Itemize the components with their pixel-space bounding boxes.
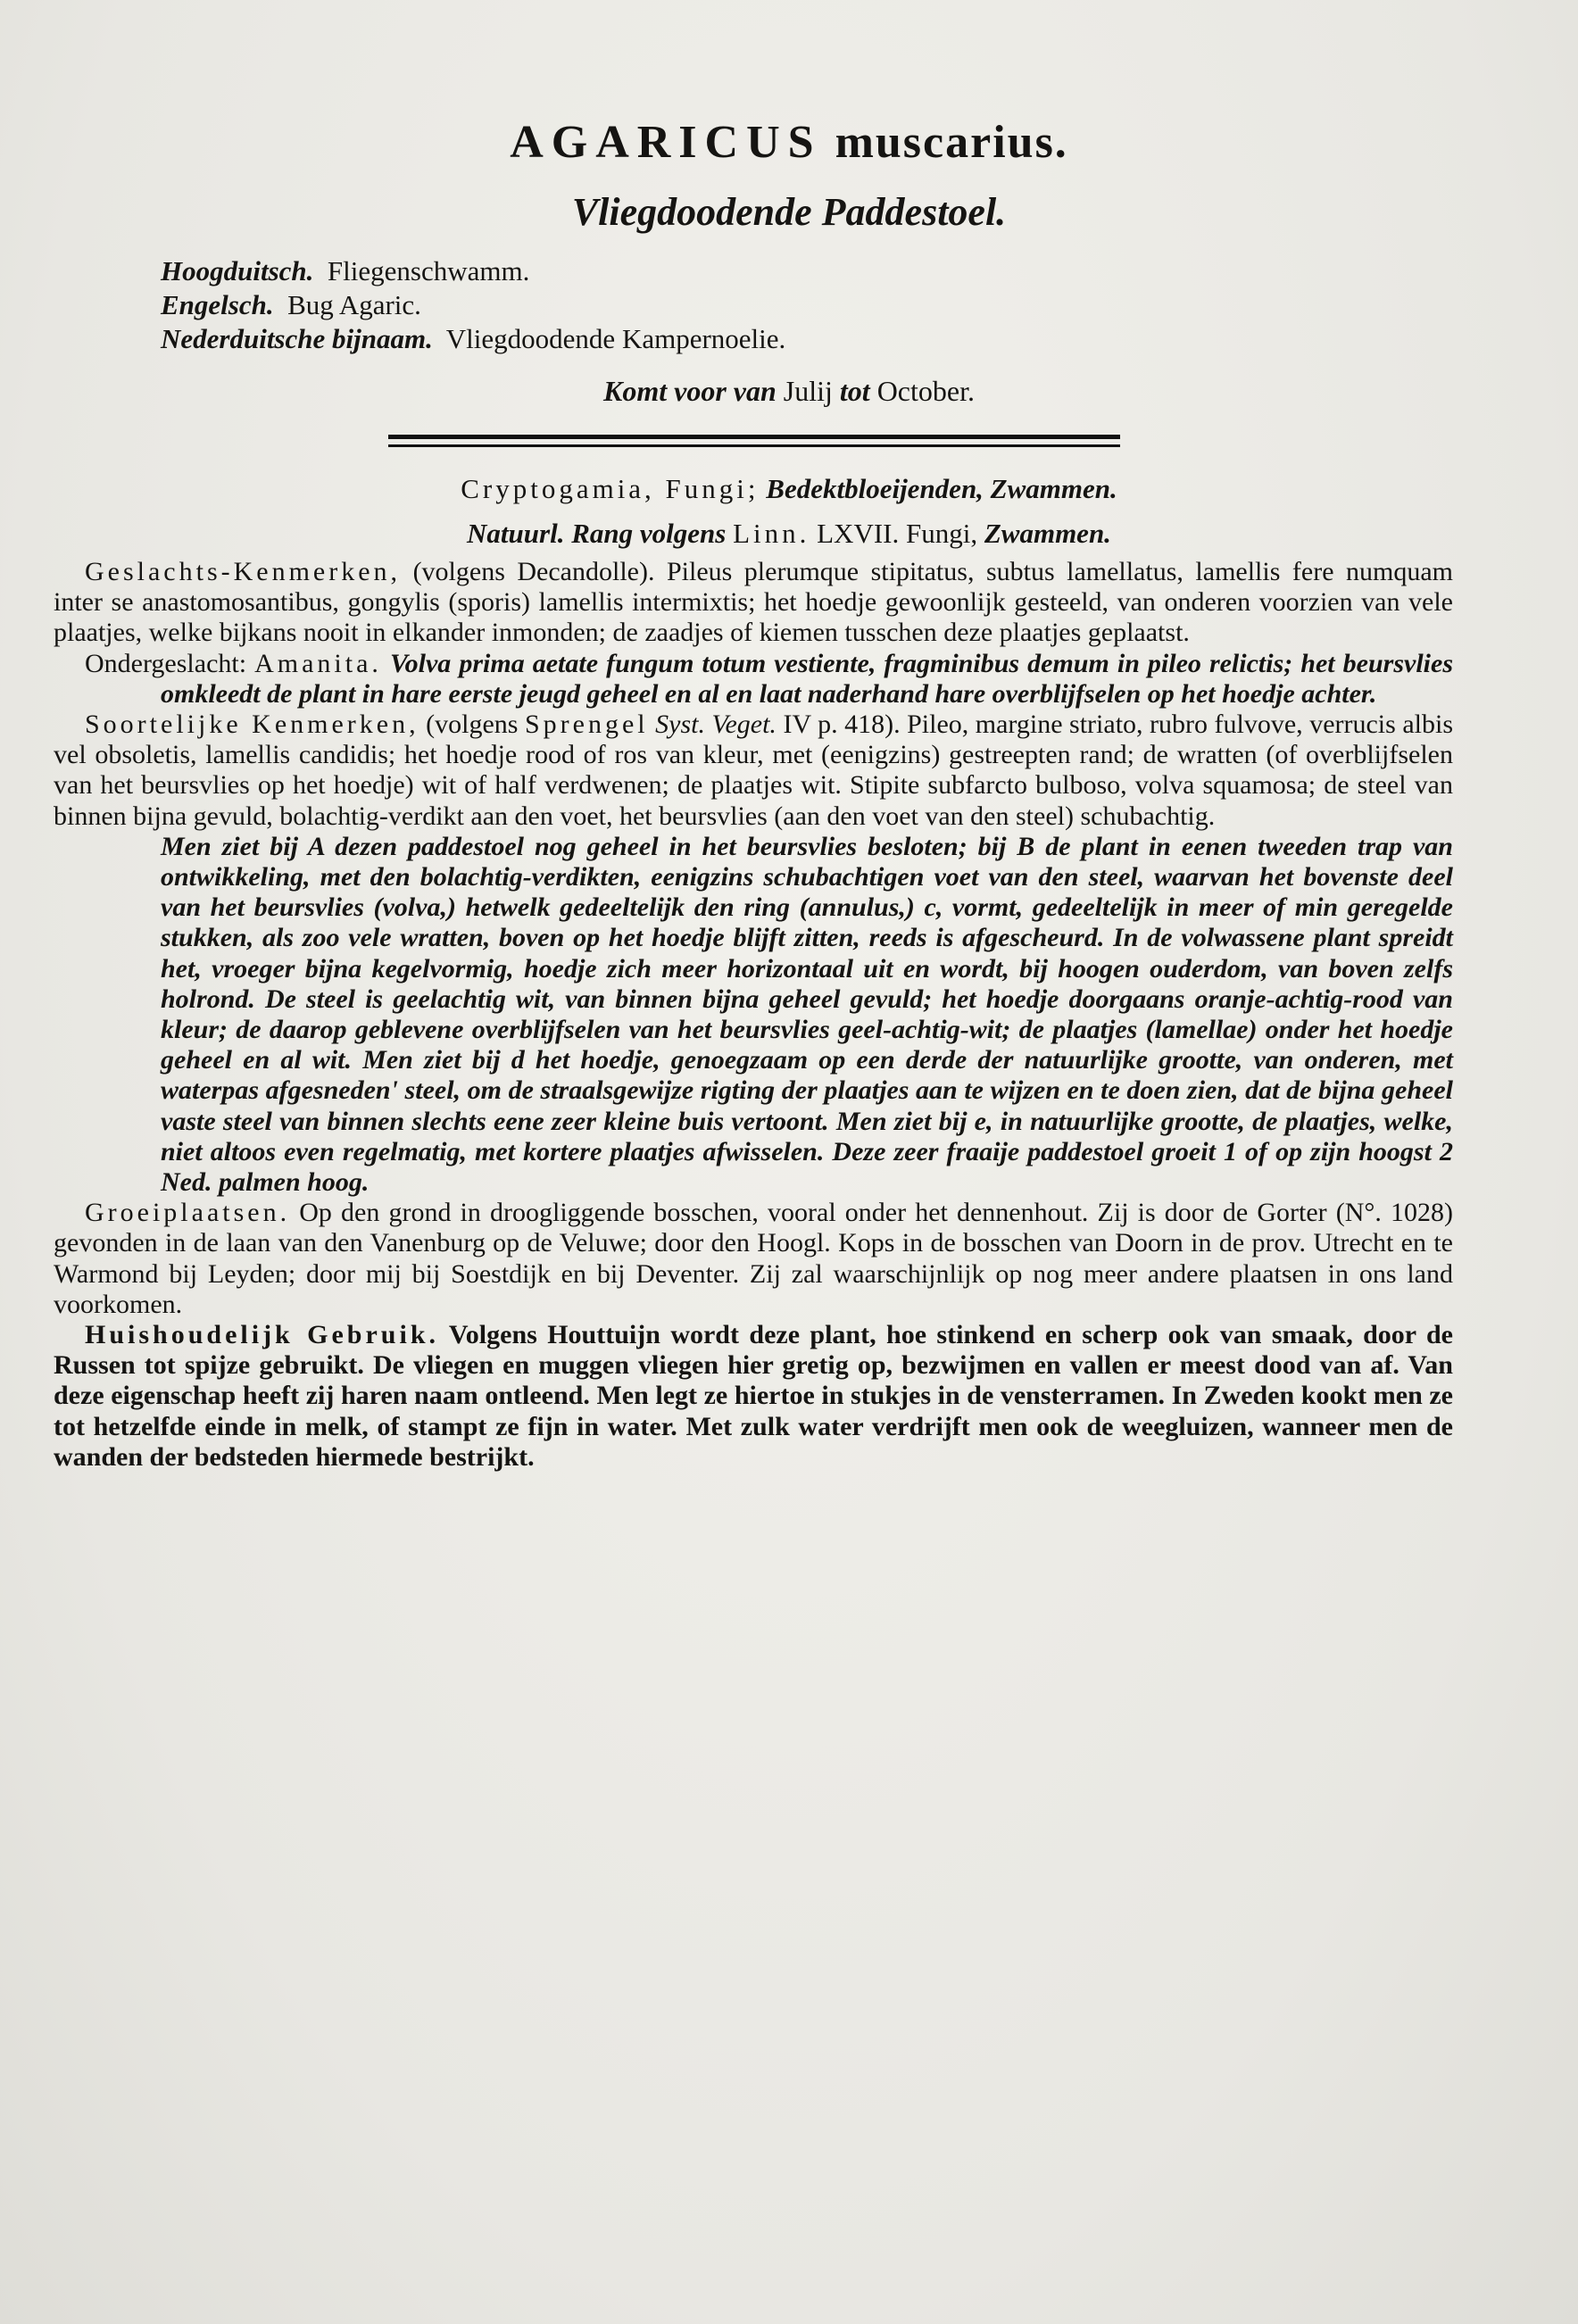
rank-label: Natuurl. Rang volgens	[467, 518, 727, 549]
soort-work: Syst. Veget.	[655, 710, 777, 740]
name-value: Vliegdoodende Kampernoelie.	[445, 323, 786, 354]
paragraph-description: Men ziet bij A dezen paddestoel nog geheel in het beursvlies besloten; bij B de plant in eenen tweeden trap van ontwikkeling, met den bolachtig-verdikten, eenigzins schubachtigen voet van den steel, waarvan het bovenste deel van het beursvlies (volva,) hetwelk gedeeltelijk den ring (annulus,) c, vormt, gedeeltelijk in meer of min geregelde stukken, als zoo vele wratten, boven op het hoedje blijft zitten, reeds is afgescheurd. In de volwassene plant spreidt het, vroeger bijna kegelvormig, hoedje zich meer horizontaal uit en wordt, bij hoogen ouderdom, van boven zelfs holrond. De steel is geelachtig wit, van binnen bijna geheel gevuld; het hoedje doorgaans oranje-achtig-rood van kleur; de daarop geblevene overblijfselen van het beursvlies geel-achtig-wit; de plaatjes (lamellae) onder het hoedje geheel en al wit. Men ziet bij d het hoedje, genoegzaam op een derde der natuurlijke grootte, van onderen, met waterpas afgesneden' steel, om de straalsgewijze rigting der plaatjes aan te wijzen en te doen zien, dat de bijna geheel vaste steel van binnen slechts eene zeer kleine buis vertoont. Men ziet bij e, in natuurlijke grootte, de plaatjes, welke, niet altoos even regelmatig, met kortere plaatjes afwisselen. Deze zeer fraaije paddestoel groeit 1 of op zijn hoogst 2 Ned. palmen hoog.	[161, 831, 1453, 1198]
heading-groei: Groeiplaatsen.	[85, 1198, 291, 1228]
name-value: Bug Agaric.	[287, 289, 421, 320]
text-ondergeslacht: Volva prima aetate fungum totum vestiente, fragminibus demum in pileo relictis; het beursvlies omkleedt de plant in hare eerste jeugd geheel en al en laat naderhand hare overblijfselen op het hoedje achter.	[161, 648, 1453, 709]
text-gebruik: Volgens Houttuijn wordt deze plant, hoe stinkend en scherp ook van smaak, door de Russen tot spijze gebruikt. De vliegen en muggen vliegen hier gretig op, bezwijmen en vallen er meest dood van af. Van deze eigenschap heeft zij haren naam ontleend. Men legt ze hiertoe in stukjes in de vensterramen. In Zweden kookt men ze tot hetzelfde einde in melk, of stampt ze fijn in water. Met zulk water verdrijft men ook de weegluizen, wanneer men de wanden der bedsteden hiermede bestrijkt.	[54, 1320, 1453, 1472]
body-text	[54, 557, 1453, 1473]
heading-geslacht: Geslachts-Kenmerken,	[85, 557, 402, 586]
season-start: Julij	[783, 375, 833, 407]
text-geslacht: (volgens Decandolle). Pileus plerumque stipitatus, subtus lamellatus, lamellis fere numquam inter se anastomosantibus, gongylis (sporis) lamellis intermixtis; het hoedje gewoonlijk gesteeld, van onderen voorzien van vele plaatjes, welke bijkans nooit in elkander inmonden; de zaadjes of kiemen tusschen deze plaatjes geplaatst.	[54, 557, 1453, 648]
vernacular-names	[161, 254, 1232, 356]
season-komt: Komt voor van	[603, 375, 777, 407]
name-label: Hoogduitsch.	[161, 255, 314, 286]
paragraph-gebruik	[54, 1320, 1453, 1473]
text-groei: Op den grond in droogliggende bosschen, vooral onder het dennenhout. Zij is door de Gorter (N°. 1028) gevonden in de laan van den Vanenburg op de Veluwe; door den Hoogl. Kops in de bosschen van Doorn in de prov. Utrecht en te Warmond bij Leyden; door mij bij Soestdijk en bij Deventer. Zij zal waarschijnlijk op nog meer andere plaatsen in ons land voorkomen.	[54, 1198, 1454, 1319]
soort-author: Sprengel	[524, 710, 649, 740]
class-dutch: Bedektbloeijenden, Zwammen.	[766, 473, 1117, 504]
class-system: Cryptogamia, Fungi;	[461, 473, 760, 504]
text-soort: IV p. 418). Pileo, margine striato, rubro fulvove, verrucis albis vel obsoletis, lamellis candidis; het hoedje rood of ros van kleur, met (eenigzins) gestreepten rand; de wratten (of overblijfselen van het beursvlies op het hoedje) wit of half verdwenen; de plaatjes wit. Stipite subfarcto bulboso, volva squamosa; de steel van binnen bijna gevuld, bolachtig-verdikt aan den voet, het beursvlies (aan den voet van den steel) schubachtig.	[54, 710, 1453, 831]
paragraph-geslacht	[54, 557, 1453, 649]
season-end: October.	[876, 375, 975, 407]
heading-gebruik: Huishoudelijk Gebruik.	[85, 1320, 440, 1350]
classification-line-2	[0, 518, 1578, 550]
season-line	[0, 375, 1578, 408]
paragraph-soort	[54, 710, 1453, 832]
paragraph-ondergeslacht	[54, 649, 1453, 710]
name-row	[161, 254, 1232, 288]
classification-line-1	[0, 473, 1578, 505]
heading-ondergeslacht: Ondergeslacht:	[85, 648, 247, 678]
divider-rule-thick	[388, 435, 1120, 439]
rank-author: Linn.	[733, 518, 810, 549]
soort-pre: (volgens	[426, 710, 519, 740]
paragraph-groei	[54, 1198, 1453, 1320]
season-tot: tot	[839, 375, 870, 407]
heading-soort: Soortelijke Kenmerken,	[85, 710, 419, 740]
name-row	[161, 322, 1232, 356]
rank-number: LXVII. Fungi,	[817, 518, 978, 549]
page-title	[0, 116, 1578, 169]
rank-dutch: Zwammen.	[984, 518, 1111, 549]
name-label: Nederduitsche bijnaam.	[161, 323, 433, 354]
page-subtitle: Vliegdoodende Paddestoel.	[571, 190, 1007, 234]
name-label: Engelsch.	[161, 289, 274, 320]
title-genus: AGARICUS	[510, 117, 822, 168]
name-row	[161, 288, 1232, 322]
title-species: muscarius.	[835, 117, 1068, 168]
name-ondergeslacht: Amanita.	[254, 648, 382, 678]
divider-rule-thin	[388, 444, 1120, 447]
name-value: Fliegenschwamm.	[327, 255, 530, 286]
